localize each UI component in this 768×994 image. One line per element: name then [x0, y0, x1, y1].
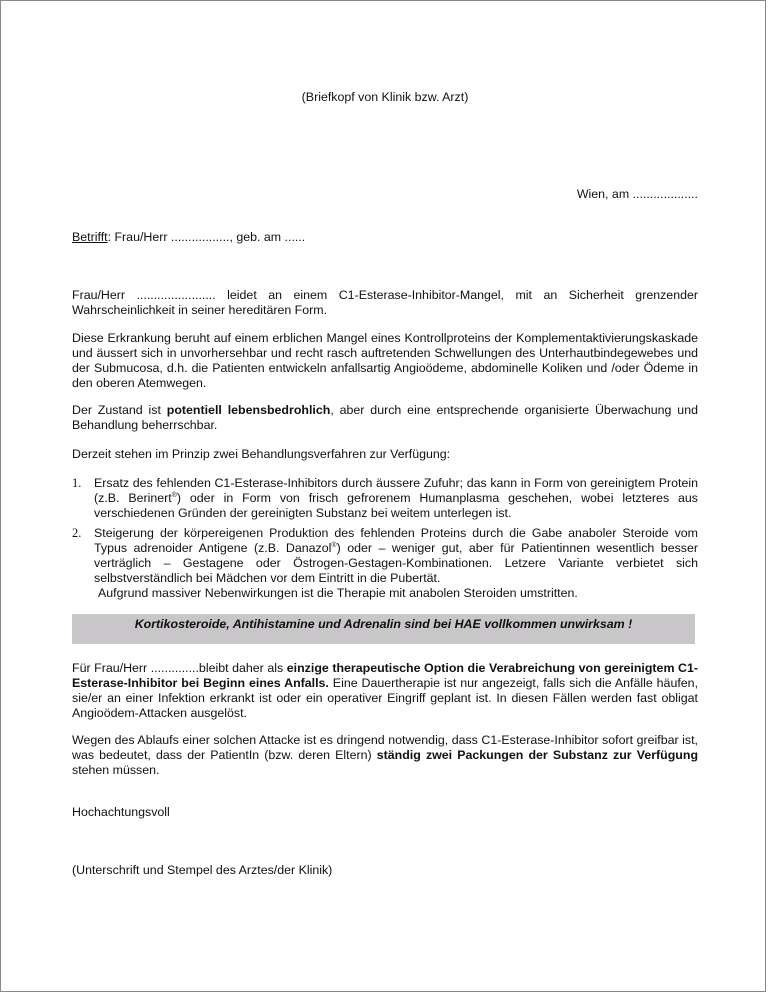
list-number: 1.	[72, 476, 82, 490]
condition-post: , aber durch eine entsprechende organisierte Überwachung und Behandlung beherrschbar.	[72, 403, 698, 432]
warning-box	[72, 614, 695, 644]
subject-label: Betrifft	[72, 230, 108, 244]
list-text: Ersatz des fehlenden C1-Esterase-Inhibitors durch äussere Zufuhr; das kann in Form von gereinigtem Protein (z.B. Berinert®) oder in Form von frisch gefrorenem Humanplasma geschehen, wobei letzteres aus verschiedenen Gründen der gereinigten Substanz bei weitem unterlegen ist.	[94, 476, 698, 520]
condition-bold: potentiell lebensbedrohlich	[166, 403, 331, 417]
paragraph-therapeutic-option: Für Frau/Herr ..............bleibt daher als einzige therapeutische Option die Verabreichung von gereinigtem C1-Esterase-Inhibitor bei Beginn eines Anfalls. Eine Dauertherapie ist nur angezeigt, falls sich die Anfälle häufen, sie/er an einer Infektion erkrankt ist oder ein operativer Eingriff geplant ist. In diesen Fällen werden fast obligat Angioödem-Attacken ausgelöst.	[72, 661, 699, 720]
closing: Hochachtungsvoll	[72, 805, 170, 819]
list-text: Steigerung der körpereigenen Produktion des fehlenden Proteins durch die Gabe anaboler Steroide vom Typus adrenoider Antigene (z.B. Danazol®) oder – weniger gut, aber für Patientinnen wesentlich besser verträglich – Gestagene oder Östrogen-Gestagen-Kombinationen. Letzere Variante verbietet sich selbstverständlich bei Mädchen vor dem Eintritt in die Pubertät.	[94, 526, 698, 585]
paragraph-condition	[72, 403, 698, 433]
availability-bold: ständig zwei Packungen der Substanz zur Verfügung	[376, 748, 699, 762]
list-item-1	[72, 476, 698, 521]
list-extra-note: Aufgrund massiver Nebenwirkungen ist die Therapie mit anabolen Steroiden umstritten.	[98, 586, 578, 600]
paragraph-treatment-intro: Derzeit stehen im Prinzip zwei Behandlungsverfahren zur Verfügung:	[72, 447, 451, 461]
letterhead: (Briefkopf von Klinik bzw. Arzt)	[301, 90, 469, 104]
subject-text: : Frau/Herr ................., geb. am ......	[107, 230, 306, 244]
place-date: Wien, am ...................	[576, 187, 698, 201]
list-number: 2.	[72, 526, 82, 540]
signature-line: (Unterschrift und Stempel des Arztes/der Klinik)	[72, 863, 333, 877]
therapeutic-option-bold: einzige therapeutische Option die Verabreichung von gereinigtem C1-Esterase-Inhibitor bei Beginn eines Anfalls.	[72, 661, 698, 690]
condition-pre: Der Zustand ist	[72, 403, 167, 417]
paragraph-disease-description: Diese Erkrankung beruht auf einem erblichen Mangel eines Kontrollproteins der Komplementaktivierungskaskade und äussert sich in unvorhersehbar und recht rasch auftretenden Schwellungen des Unterhautbindegewebes und der Submucosa, d.h. die Patienten entwickeln anfallsartig Angioödeme, abdominelle Koliken und /oder Ödeme in den oberen Atemwegen.	[72, 331, 698, 390]
warning-text: Kortikosteroide, Antihistamine und Adrenalin sind bei HAE vollkommen unwirksam !	[134, 617, 633, 631]
paragraph-availability: Wegen des Ablaufs einer solchen Attacke ist es dringend notwendig, dass C1-Esterase-Inhibitor sofort greifbar ist, was bedeutet, dass der PatientIn (bzw. deren Eltern) ständig zwei Packungen der Substanz zur Verfügung stehen müssen.	[72, 733, 699, 777]
paragraph-diagnosis: Frau/Herr ....................... leidet an einem C1-Esterase-Inhibitor-Mangel, mit an Sicherheit grenzender Wahrscheinlichkeit in seiner hereditären Form.	[72, 288, 698, 317]
list-item-2	[72, 526, 698, 601]
subject-line	[72, 230, 698, 245]
